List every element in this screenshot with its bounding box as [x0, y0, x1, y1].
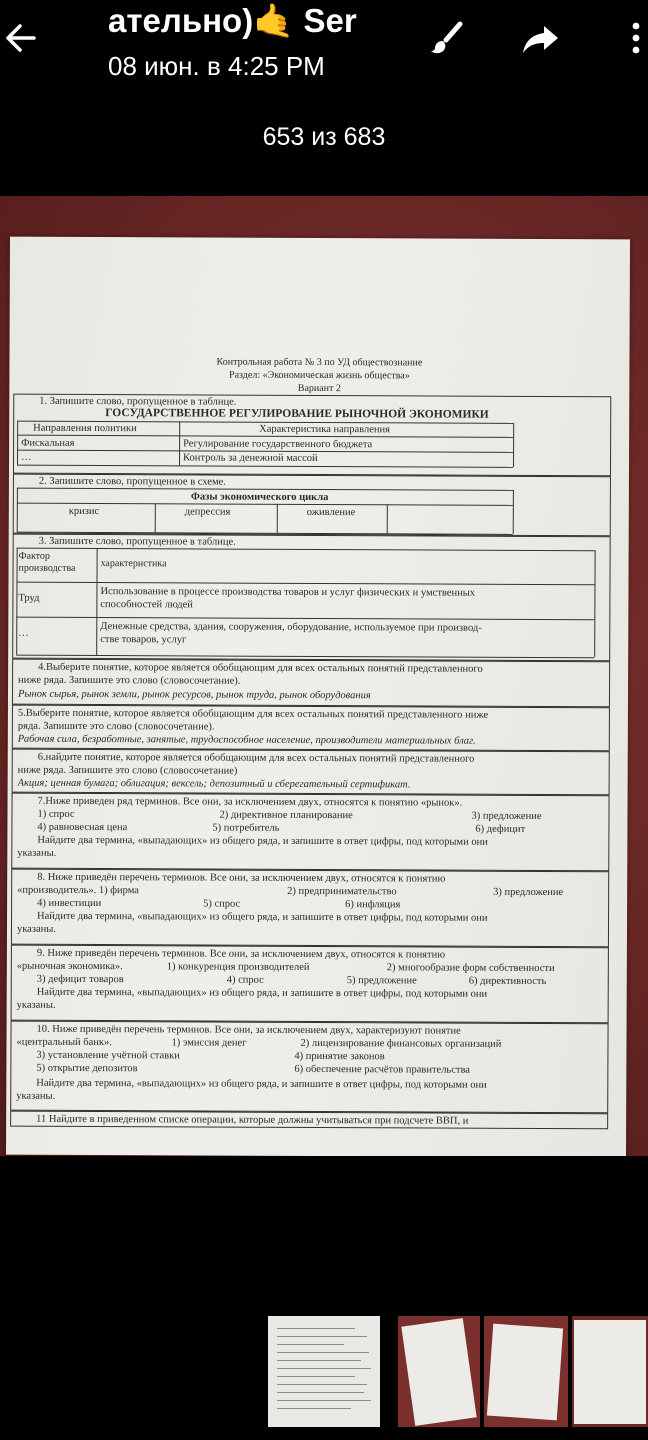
- share-icon: [518, 16, 562, 60]
- q7-opt2: 2) директивное планирование: [219, 809, 353, 822]
- q7-opt6: 6) дефицит: [475, 823, 526, 835]
- thumbnail-2[interactable]: [398, 1316, 480, 1427]
- q4-line1: 4.Выберите понятие, которое является обобщающим для всех остальных понятий представленного: [38, 661, 483, 675]
- top-bar: [0, 0, 648, 196]
- q3-r1c2b: способностей людей: [100, 599, 193, 611]
- q9-line2: «рыночная экономика».: [16, 960, 123, 973]
- q10-line4: указаны.: [16, 1090, 56, 1102]
- q3-r1c2a: Использование в процессе производства товаров и услуг физических и умственных: [100, 586, 476, 599]
- q9-line3: Найдите два термина, «выпадающих» из общего ряда, и запишите в ответ цифры, под которыми они: [36, 986, 488, 1000]
- q10-opt1: 1) эмиссия денег: [171, 1037, 247, 1049]
- q5-line3: Рабочая сила, безработные, занятые, трудоспособное население, производители материальных благ.: [17, 733, 476, 747]
- document-content: [6, 237, 630, 1156]
- q1-r2c2: Контроль за денежной массой: [183, 452, 318, 464]
- q2-phase-3: оживление: [306, 506, 356, 519]
- q3-r2c2a: Денежные средства, здания, сооружения, оборудование, используемое при производ-: [100, 621, 482, 634]
- q9-opt6: 6) директивность: [468, 975, 547, 987]
- q8-line3: Найдите два термина, «выпадающих» из общего ряда, и запишите в ответ цифры, под которыми они: [37, 910, 488, 924]
- q2-phase-2: депрессия: [184, 506, 231, 518]
- q1-r2c1: …: [21, 451, 32, 463]
- q3-h1a: Фактор: [18, 550, 50, 562]
- q10-opt6: 6) обеспечение расчётов правительства: [294, 1063, 470, 1076]
- edit-button[interactable]: [424, 16, 468, 60]
- q10-line1: 10. Ниже приведён перечень терминов. Все они, за исключением двух, характеризуют понятие: [36, 1023, 461, 1037]
- q9-opt5: 5) предложение: [346, 975, 417, 987]
- q1-col2: Характеристика направления: [259, 423, 390, 436]
- q10-opt2: 2) лицензирование финансовых организаций: [300, 1037, 502, 1050]
- q10-opt3: 3) установление учётной ставки: [36, 1049, 180, 1062]
- thumbnail-3[interactable]: [484, 1316, 568, 1427]
- q8-opt5: 5) спрос: [203, 898, 241, 910]
- more-options-button[interactable]: [612, 16, 648, 60]
- q3-r1c1: Труд: [18, 592, 40, 604]
- q11-line1: 11 Найдите в приведенном списке операции, которые должны учитываться при подсчете ВВП, и: [36, 1113, 469, 1127]
- q6-line1: 6.найдите понятие, которое является обобщающим для всех остальных понятий представленного: [37, 751, 475, 765]
- q9-opt1: 1) конкуренция производителей: [166, 961, 310, 973]
- q9-opt3: 3) дефицит товаров: [36, 973, 124, 986]
- q3-r2c1: …: [18, 627, 29, 639]
- q8-opt4: 4) инвестиции: [37, 897, 102, 910]
- q9-opt2: 2) многообразие форм собственности: [386, 962, 555, 975]
- q3-r2c2b: стве товаров, услуг: [100, 634, 187, 646]
- q3-h2: характеристика: [100, 558, 167, 570]
- thumbnail-4[interactable]: [572, 1316, 648, 1427]
- q8-opt6: 6) инфляция: [345, 899, 401, 911]
- back-button[interactable]: [0, 16, 44, 60]
- q7-opt5: 5) потребитель: [212, 822, 280, 834]
- q2-heading: Фазы экономического цикла: [190, 491, 329, 504]
- photo-viewer[interactable]: [0, 196, 648, 1156]
- q4-line3: Рынок сырья, рынок земли, рынок ресурсов, рынок труда, рынок оборудования: [17, 688, 371, 702]
- thumbnail-strip: [0, 1300, 648, 1440]
- doc-variant: Вариант 2: [297, 382, 341, 395]
- q7-line5: указаны.: [17, 847, 57, 859]
- q6-line3: Акция; ценная бумага; облигация; вексель; депозитный и сберегательный сертификат.: [17, 777, 411, 791]
- q10-opt5: 5) открытие депозитов: [36, 1062, 138, 1075]
- q3-prompt: 3. Запишите слово, пропущенное в таблице.: [38, 535, 236, 548]
- q2-phase-1: кризис: [68, 505, 100, 518]
- q4-line2: ниже ряда. Запишите это слово (словосочетание).: [18, 674, 241, 687]
- q9-opt4: 4) спрос: [226, 974, 264, 986]
- q10-line2: «центральный банк».: [16, 1036, 112, 1049]
- q7-opt3: 3) предложение: [471, 810, 542, 822]
- image-counter: 653 из 683: [262, 123, 386, 151]
- q2-prompt: 2. Запишите слово, пропущенное в схеме.: [38, 475, 226, 488]
- q1-prompt: 1. Запишите слово, пропущенное в таблице.: [39, 395, 237, 408]
- doc-section: Раздел: «Экономическая жизнь общества»: [229, 369, 410, 382]
- q8-line2: «производитель». 1) фирма: [17, 884, 140, 897]
- q7-opt1: 1) спрос: [37, 808, 75, 820]
- q5-line1: 5.Выберите понятие, которое является обобщающим для всех остальных понятий представленного ниже: [17, 707, 489, 721]
- q9-line1: 9. Ниже приведён перечень терминов. Все они, за исключением двух, относятся к понятию: [36, 947, 446, 961]
- back-arrow-icon: [0, 16, 44, 60]
- q8-line4: указаны.: [16, 923, 56, 935]
- q7-line4: Найдите два термина, «выпадающих» из общего ряда, и запишите в ответ цифры, под которыми они: [37, 834, 488, 848]
- more-vert-icon: [612, 16, 648, 60]
- q10-line3: Найдите два термина, «выпадающих» из общего ряда, и запишите в ответ цифры, под которыми они: [36, 1077, 487, 1091]
- q3-h1b: производства: [18, 562, 76, 574]
- document-paper: [6, 237, 630, 1156]
- share-button[interactable]: [518, 16, 562, 60]
- brush-icon: [424, 16, 468, 60]
- q5-line2: ряда. Запишите это слово (словосочетание).: [17, 720, 215, 733]
- q1-r1c2: Регулирование государственного бюджета: [183, 438, 373, 451]
- q8-opt3: 3) предложение: [493, 886, 564, 899]
- q7-line1: 7.Ниже приведен ряд терминов. Все они, за исключением двух, относятся к понятию «рынок».: [37, 795, 463, 809]
- q6-line2: ниже ряда. Запишите это слово (словосочетание): [17, 764, 238, 777]
- q8-opt2: 2) предпринимательство: [287, 885, 397, 898]
- thumbnail-1[interactable]: [268, 1316, 380, 1427]
- sender-name: ательно)🤙 Ser: [108, 2, 357, 39]
- q7-opt4: 4) равновесная цена: [37, 821, 128, 834]
- message-datetime: 08 июн. в 4:25 PM: [108, 51, 325, 81]
- q1-r1c1: Фискальная: [21, 437, 75, 449]
- q9-line4: указаны.: [16, 999, 56, 1011]
- q1-heading: ГОСУДАРСТВЕННОЕ РЕГУЛИРОВАНИЕ РЫНОЧНОЙ ЭКОНОМИКИ: [105, 407, 489, 421]
- q1-col1: Направления политики: [33, 422, 137, 435]
- q10-opt4: 4) принятие законов: [294, 1050, 385, 1063]
- doc-title: Контрольная работа № 3 по УД обществознание: [216, 356, 423, 369]
- q8-line1: 8. Ниже приведён перечень терминов. Все они, за исключением двух, относятся к понятию: [37, 871, 446, 885]
